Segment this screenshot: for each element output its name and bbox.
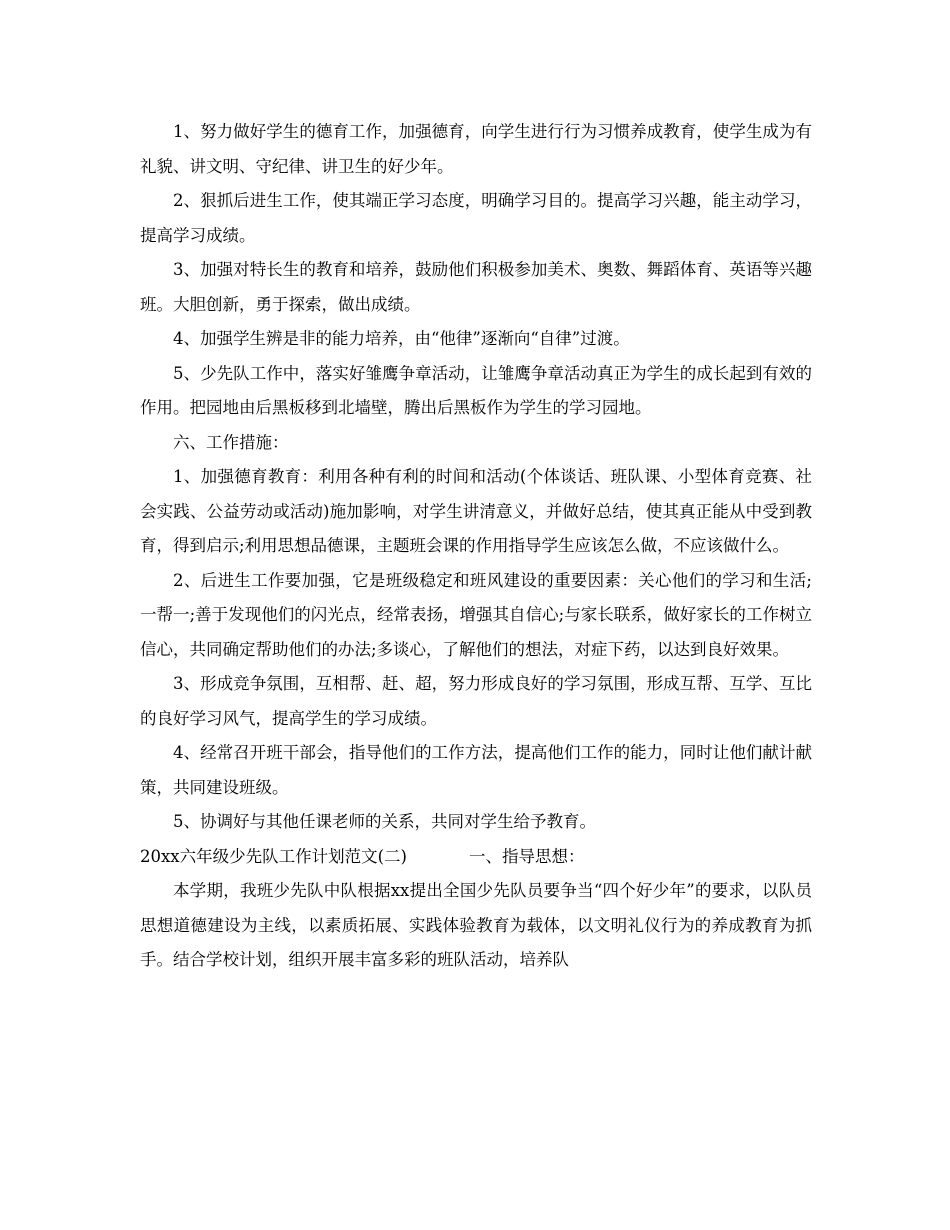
section-title: 20xx六年级少先队工作计划范文(二): [140, 846, 407, 866]
paragraph-goal-5: 5、少先队工作中，落实好雏鹰争章活动，让雏鹰争章活动真正为学生的成长起到有效的作用。把园地由后黑板移到北墙壁，腾出后黑板作为学生的学习园地。: [140, 363, 812, 417]
paragraph-goal-3: 3、加强对特长生的教育和培养，鼓励他们积极参加美术、奥数、舞蹈体育、英语等兴趣班。大胆创新，勇于探索，做出成绩。: [140, 260, 812, 314]
section-subtitle: 一、指导思想：: [468, 846, 585, 866]
heading-work-measures: 六、工作措施：: [173, 432, 289, 452]
paragraph-measure-2: 2、后进生工作要加强，它是班级稳定和班风建设的重要因素：关心他们的学习和生活;一帮一;善于发现他们的闪光点，经常表扬，增强其自信心;与家长联系，做好家长的工作树立信心，共同确定帮助他们的办法;多谈心，了解他们的想法，对症下药，以达到良好效果。: [140, 570, 812, 659]
paragraph-goal-2: 2、狠抓后进生工作，使其端正学习态度，明确学习目的。提高学习兴趣，能主动学习，提高学习成绩。: [140, 191, 812, 245]
paragraph-goal-1: 1、努力做好学生的德育工作，加强德育，向学生进行行为习惯养成教育，使学生成为有礼貌、讲文明、守纪律、讲卫生的好少年。: [140, 122, 812, 176]
paragraph-measure-5: 5、协调好与其他任课老师的关系，共同对学生给予教育。: [173, 812, 596, 831]
document-body: [140, 115, 812, 978]
paragraph-measure-4: 4、经常召开班干部会，指导他们的工作方法，提高他们工作的能力，同时让他们献计献策，共同建设班级。: [140, 743, 812, 797]
paragraph-goal-4: 4、加强学生辨是非的能力培养，由“他律”逐渐向“自律”过渡。: [173, 329, 630, 348]
paragraph-measure-3: 3、形成竞争氛围，互相帮、赶、超，努力形成良好的学习氛围，形成互帮、互学、互比的良好学习风气，提高学生的学习成绩。: [140, 674, 812, 728]
section-heading-line: [140, 840, 812, 875]
paragraph-measure-1: 1、加强德育教育：利用各种有利的时间和活动(个体谈话、班队课、小型体育竞赛、社会实践、公益劳动或活动)施加影响，对学生讲清意义，并做好总结，使其真正能从中受到教育，得到启示;利用思想品德课，主题班会课的作用指导学生应该怎么做，不应该做什么。: [140, 467, 812, 555]
paragraph-guiding-thought: 本学期，我班少先队中队根据xx提出全国少先队员要争当“四个好少年”的要求，以队员思想道德建设为主线，以素质拓展、实践体验教育为载体，以文明礼仪行为的养成教育为抓手。结合学校计划，组织开展丰富多彩的班队活动，培养队: [140, 881, 812, 969]
